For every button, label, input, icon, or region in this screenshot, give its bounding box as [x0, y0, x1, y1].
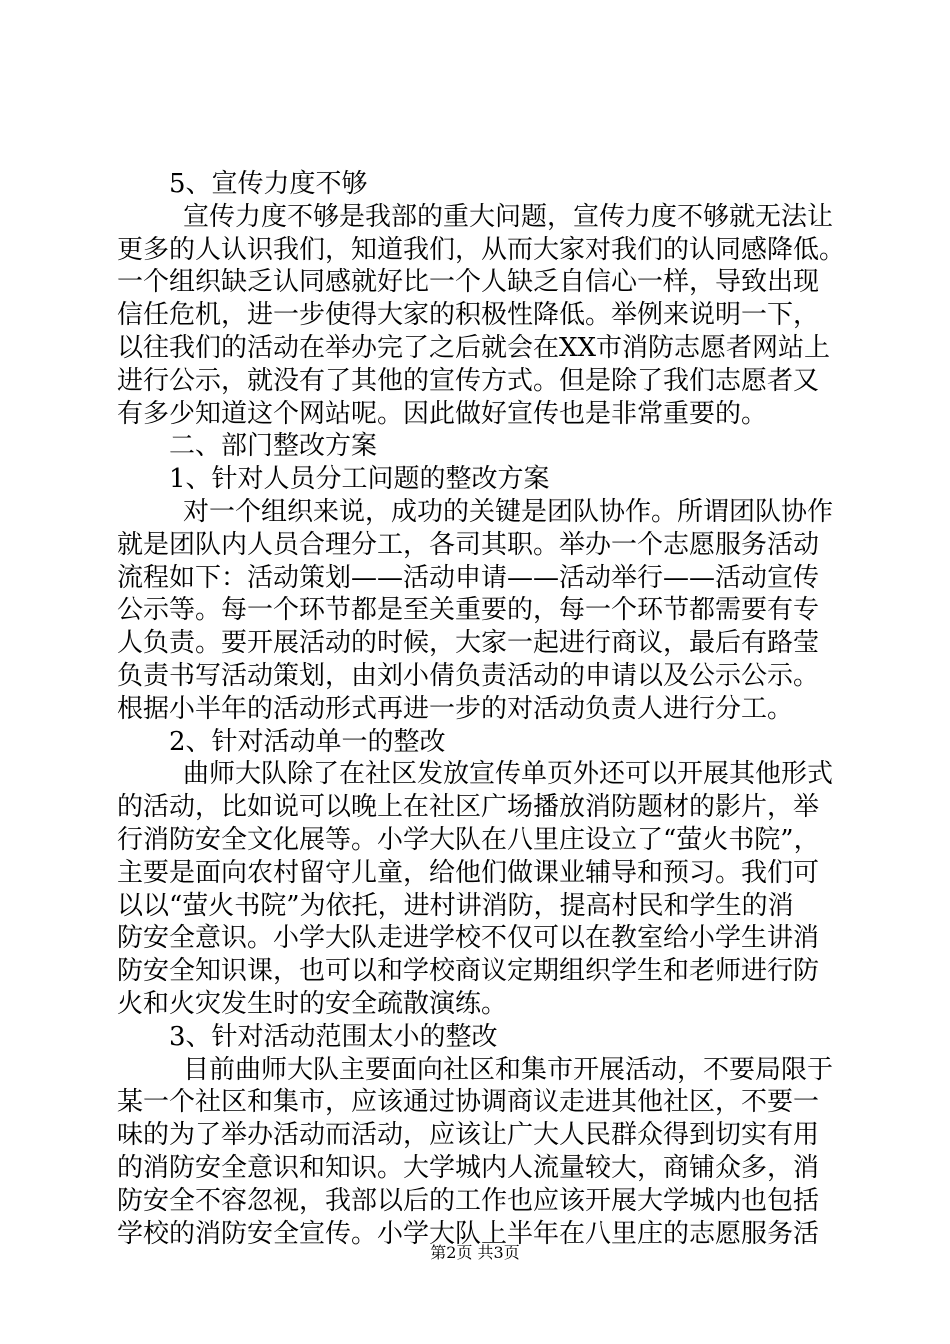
text-line: 某一个社区和集市，应该通过协调商议走进其他社区，不要一	[117, 1087, 820, 1118]
text-line: 行消防安全文化展等。小学大队在八里庄设立了“萤火书院”，	[117, 824, 820, 855]
text-line: 的活动，比如说可以晚上在社区广场播放消防题材的影片，举	[117, 792, 820, 823]
section-heading: 5、宣传力度不够	[169, 169, 368, 199]
text-line: 防安全意识。小学大队走进学校不仅可以在教室给小学生讲消	[117, 923, 820, 954]
section-heading: 2、针对活动单一的整改	[169, 726, 446, 757]
text-line: 以往我们的活动在举办完了之后就会在XX市消防志愿者网站上	[117, 332, 831, 363]
text-line: 防安全不容忽视，我部以后的工作也应该开展大学城内也包括	[117, 1185, 820, 1216]
text-line: 公示等。每一个环节都是至关重要的，每一个环节都需要有专	[117, 595, 820, 626]
text-line: 目前曲师大队主要面向社区和集市开展活动，不要局限于	[183, 1054, 834, 1085]
page-number-footer: 第2页 共3页	[430, 1243, 520, 1262]
text-line: 曲师大队除了在社区发放宣传单页外还可以开展其他形式	[183, 759, 834, 790]
text-line: 就是团队内人员合理分工，各司其职。举办一个志愿服务活动	[117, 529, 820, 560]
text-line: 防安全知识课，也可以和学校商议定期组织学生和老师进行防	[117, 956, 820, 987]
text-line: 味的为了举办活动而活动，应该让广大人民群众得到切实有用	[117, 1120, 820, 1151]
text-line: 根据小半年的活动形式再进一步的对活动负责人进行分工。	[117, 693, 794, 724]
text-line: 主要是面向农村留守儿童，给他们做课业辅导和预习。我们可	[117, 857, 820, 888]
text-line: 对一个组织来说，成功的关键是团队协作。所谓团队协作	[183, 496, 834, 527]
text-line: 宣传力度不够是我部的重大问题，宣传力度不够就无法让	[183, 201, 834, 232]
text-line: 火和火灾发生时的安全疏散演练。	[117, 988, 508, 1019]
text-line: 流程如下：活动策划——活动申请——活动举行——活动宣传	[117, 562, 820, 593]
document-body	[117, 168, 846, 1250]
section-heading: 二、部门整改方案	[169, 431, 378, 462]
text-line: 负责书写活动策划，由刘小倩负责活动的申请以及公示公示。	[117, 660, 820, 691]
section-heading: 1、针对人员分工问题的整改方案	[169, 464, 550, 495]
text-line: 的消防安全意识和知识。大学城内人流量较大，商铺众多，消	[117, 1152, 820, 1183]
text-line: 以以“萤火书院”为依托，进村讲消防，提高村民和学生的消	[117, 890, 794, 921]
text-line: 一个组织缺乏认同感就好比一个人缺乏自信心一样，导致出现	[117, 267, 820, 298]
text-line: 更多的人认识我们，知道我们，从而大家对我们的认同感降低。	[117, 234, 846, 265]
section-heading: 3、针对活动范围太小的整改	[169, 1021, 498, 1052]
text-line: 有多少知道这个网站呢。因此做好宣传也是非常重要的。	[117, 398, 768, 429]
text-line: 人负责。要开展活动的时候，大家一起进行商议，最后有路莹	[117, 628, 820, 659]
text-line: 进行公示，就没有了其他的宣传方式。但是除了我们志愿者又	[117, 365, 820, 396]
text-line: 学校的消防安全宣传。小学大队上半年在八里庄的志愿服务活	[117, 1218, 820, 1249]
text-line: 信任危机，进一步使得大家的积极性降低。举例来说明一下，	[117, 300, 820, 331]
